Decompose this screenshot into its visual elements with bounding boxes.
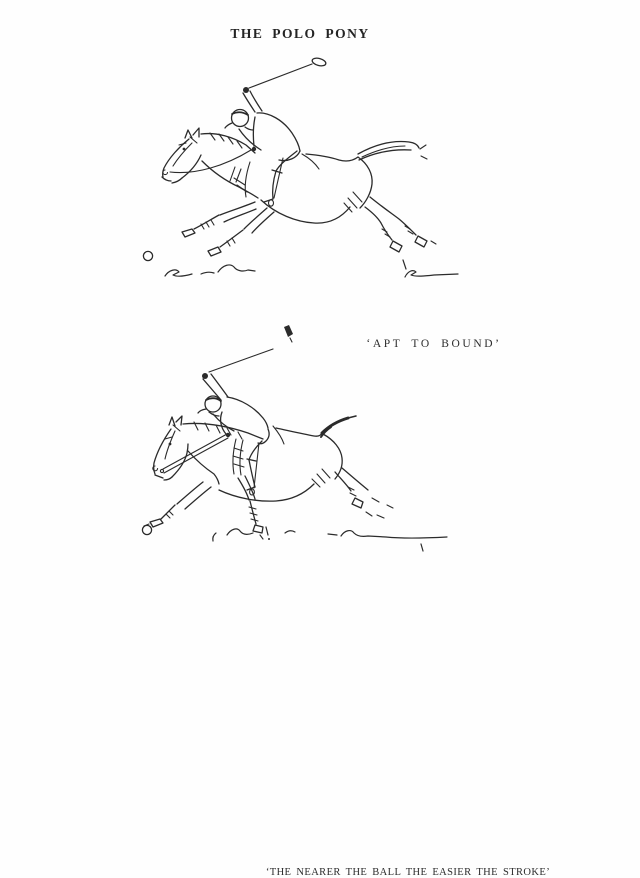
figure-caption-apt-to-bound: ‘APT TO BOUND’ [366, 338, 502, 350]
illustration-apt-to-bound [115, 50, 535, 280]
polo-mallet [202, 325, 293, 379]
illustration-nearer-the-ball [110, 322, 530, 552]
rider [198, 374, 269, 495]
ground-lines [213, 527, 447, 551]
polo-ball [142, 525, 151, 534]
figure-nearer-the-ball [110, 322, 551, 878]
page-title: THE POLO PONY [230, 26, 370, 41]
figure-apt-to-bound [115, 50, 535, 350]
polo-ball [143, 251, 152, 260]
figure-caption-nearer-the-ball: ‘THE NEARER THE BALL THE EASIER THE STROKE’ [265, 867, 551, 878]
ground-lines [165, 260, 458, 277]
rider [225, 91, 300, 206]
polo-mallet [243, 57, 327, 93]
